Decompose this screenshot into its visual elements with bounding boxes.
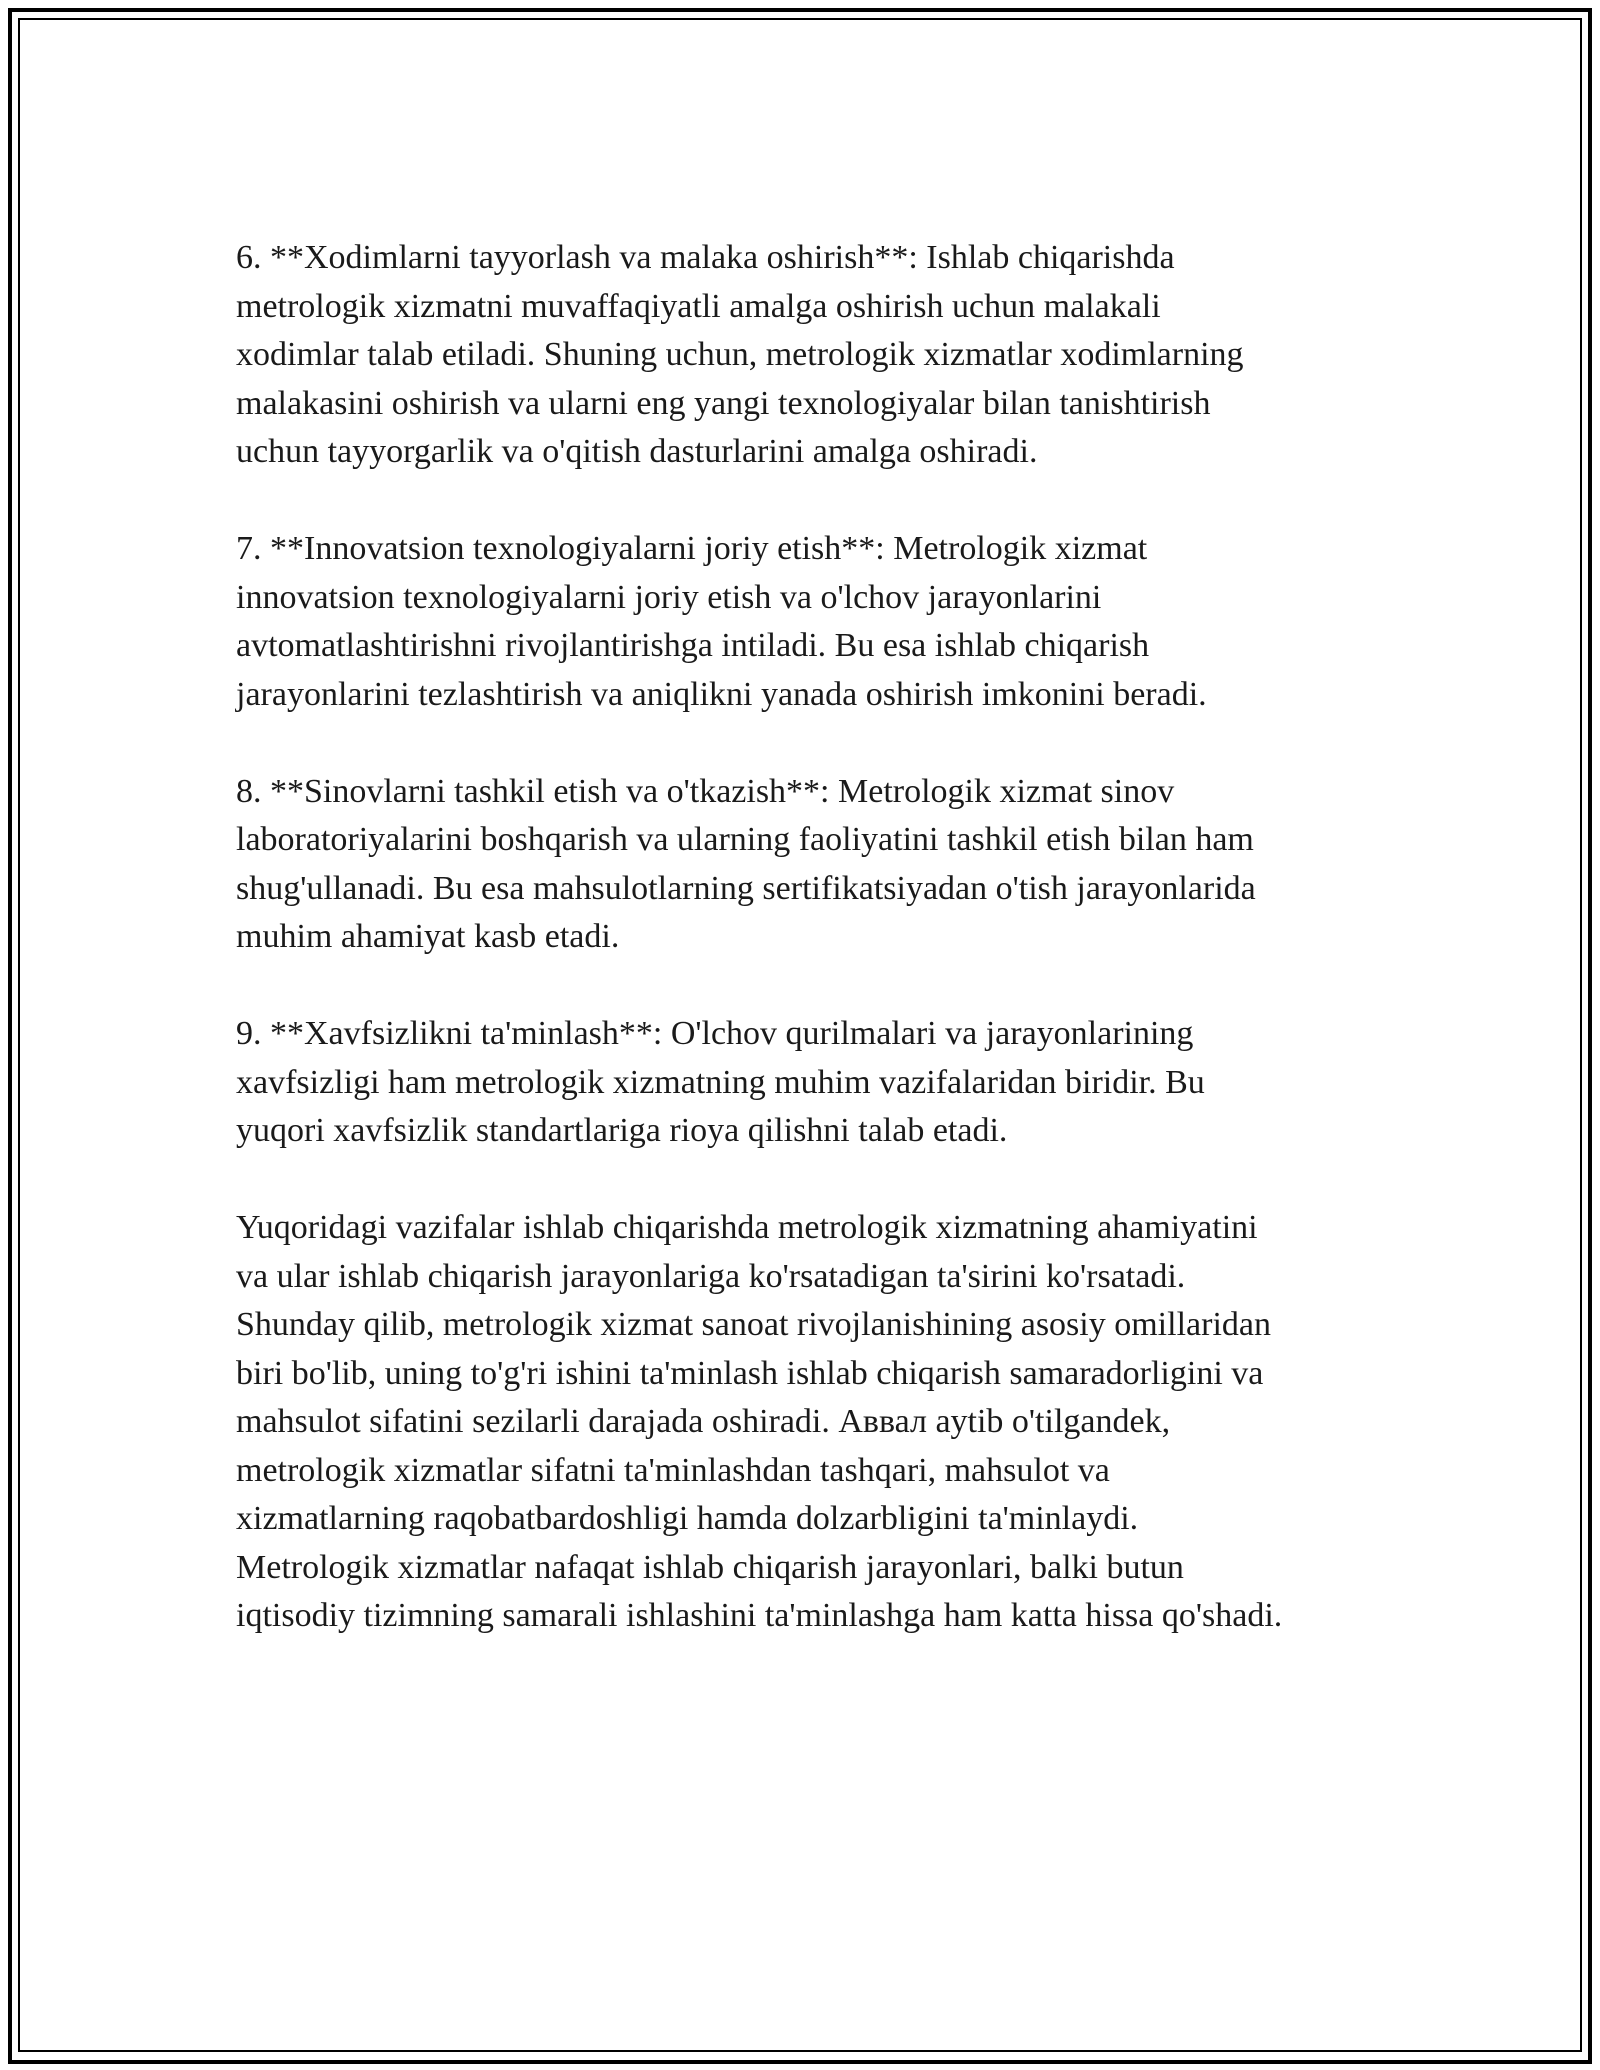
text-line: iqtisodiy tizimning samarali ishlashini ta'minlashga ham katta hissa qo'shadi. xyxy=(236,1597,1283,1634)
text-line: Metrologik xizmatlar nafaqat ishlab chiqarish jarayonlari, balki butun xyxy=(236,1548,1184,1586)
text-line: jarayonlarini tezlashtirish va aniqlikni yanada oshirish imkonini beradi. xyxy=(236,675,1207,713)
text-line: Yuqoridagi vazifalar ishlab chiqarishda metrologik xizmatning ahamiyatini xyxy=(236,1209,1258,1246)
text-line: 9. **Xavfsizlikni ta'minlash**: O'lchov qurilmalari va jarayonlarining xyxy=(236,1015,1194,1052)
text-line: 7. **Innovatsion texnologiyalarni joriy etish**: Metrologik xizmat xyxy=(236,530,1148,567)
text-line: 8. **Sinovlarni tashkil etish va o'tkazish**: Metrologik xizmat sinov xyxy=(236,772,1175,810)
text-line: laboratoriyalarini boshqarish va ularning faoliyatini tashkil etish bilan ham xyxy=(236,821,1254,858)
text-line: biri bo'lib, uning to'g'ri ishini ta'minlash ishlab chiqarish samaradorligini va xyxy=(236,1354,1264,1392)
text-line: shug'ullanadi. Bu esa mahsulotlarning sertifikatsiyadan o'tish jarayonlarida xyxy=(236,869,1256,907)
paragraph-item-9 xyxy=(236,1010,1396,1156)
text-line: xizmatlarning raqobatbardoshligi hamda dolzarbligini ta'minlaydi. xyxy=(236,1500,1139,1537)
text-line: mahsulot sifatini sezilarli darajada oshiradi. Аввал aytib o'tilgandek, xyxy=(236,1403,1171,1440)
text-line: innovatsion texnologiyalarni joriy etish va o'lchov jarayonlarini xyxy=(236,578,1102,616)
text-line: avtomatlashtirishni rivojlantirishga intiladi. Bu esa ishlab chiqarish xyxy=(236,627,1150,664)
text-line: metrologik xizmatni muvaffaqiyatli amalga oshirish uchun malakali xyxy=(236,287,1161,325)
paragraph-item-6 xyxy=(236,234,1396,477)
text-line: malakasini oshirish va ularni eng yangi texnologiyalar bilan tanishtirish xyxy=(236,384,1211,422)
text-line: xavfsizligi ham metrologik xizmatning muhim vazifalaridan biridir. Bu xyxy=(236,1063,1205,1101)
text-line: metrologik xizmatlar sifatni ta'minlashdan tashqari, mahsulot va xyxy=(236,1451,1110,1489)
document-body xyxy=(236,234,1396,1689)
paragraph-item-8 xyxy=(236,768,1396,962)
paragraph-item-7 xyxy=(236,525,1396,719)
paragraph-conclusion xyxy=(236,1204,1396,1641)
text-line: va ular ishlab chiqarish jarayonlariga ko'rsatadigan ta'sirini ko'rsatadi. xyxy=(236,1257,1186,1295)
text-line: Shunday qilib, metrologik xizmat sanoat rivojlanishining asosiy omillaridan xyxy=(236,1306,1271,1343)
text-line: xodimlar talab etiladi. Shuning uchun, metrologik xizmatlar xodimlarning xyxy=(236,336,1244,373)
text-line: 6. **Xodimlarni tayyorlash va malaka oshirish**: Ishlab chiqarishda xyxy=(236,239,1175,276)
text-line: uchun tayyorgarlik va o'qitish dasturlarini amalga oshiradi. xyxy=(236,433,1038,470)
text-line: muhim ahamiyat kasb etadi. xyxy=(236,918,620,955)
text-line: yuqori xavfsizlik standartlariga rioya qilishni talab etadi. xyxy=(236,1112,1008,1149)
